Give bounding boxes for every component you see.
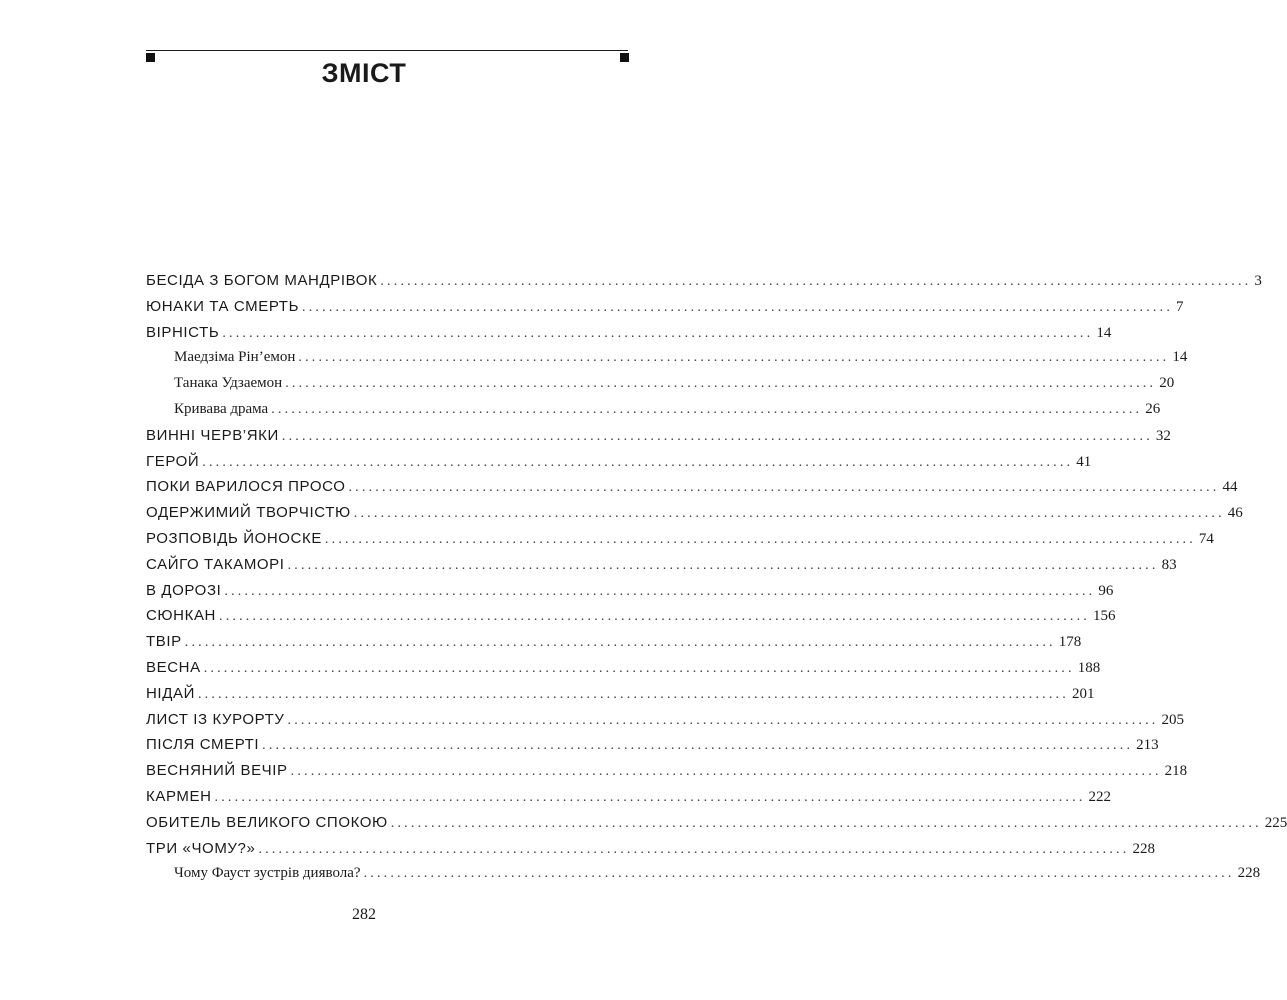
page-number: 282 <box>352 906 376 923</box>
toc-entry-title: ОБИТЕЛЬ ВЕЛИКОГО СПОКОЮ <box>146 813 388 831</box>
toc-entry-title: В ДОРОЗІ <box>146 581 222 599</box>
toc-entry-page: 74 <box>1198 530 1214 547</box>
toc-entry-title: Танака Удзаемон <box>174 375 283 392</box>
toc-entry-page: 213 <box>1136 737 1159 754</box>
toc-entry-title: ТРИ «ЧОМУ?» <box>146 839 256 857</box>
toc-entry-page: 178 <box>1058 634 1082 651</box>
dot-leader: .................................................................................................................................. <box>290 764 1162 780</box>
dot-leader: .................................................................................................................................. <box>281 428 1153 444</box>
toc-entry <box>146 762 1188 788</box>
toc-entry <box>146 426 1171 453</box>
toc-entry-page: 26 <box>1145 400 1161 417</box>
dot-leader: .................................................................................................................................. <box>353 506 1225 522</box>
toc-entry-title: ЛИСТ ІЗ КУРОРТУ <box>146 710 285 728</box>
toc-entry <box>146 813 1287 840</box>
toc-entry <box>146 555 1177 582</box>
toc-entry-page: 228 <box>1132 840 1155 857</box>
dot-leader: .................................................................................................................................. <box>285 376 1157 392</box>
dot-leader: .................................................................................................................................. <box>219 609 1090 625</box>
dot-leader: .................................................................................................................................. <box>258 841 1130 857</box>
toc-entry-page: 44 <box>1222 479 1238 496</box>
dot-leader: .................................................................................................................................. <box>348 480 1220 496</box>
toc-entry-title: НІДАЙ <box>146 684 195 702</box>
toc-entry-page: 7 <box>1176 298 1184 315</box>
toc-entry <box>146 323 1112 350</box>
toc-subentry <box>146 349 1188 375</box>
toc-entry <box>146 684 1095 711</box>
toc-entry <box>146 736 1159 762</box>
toc-entry-page: 3 <box>1254 273 1262 289</box>
dot-leader: .................................................................................................................................. <box>302 299 1174 315</box>
dot-leader: .................................................................................................................................. <box>214 789 1086 805</box>
dot-leader: .................................................................................................................................. <box>363 866 1235 882</box>
toc-entry-page: 46 <box>1227 505 1243 522</box>
dot-leader: .................................................................................................................................. <box>224 583 1096 599</box>
toc-entry <box>146 297 1184 324</box>
header-rule <box>146 50 628 51</box>
toc-subentry <box>146 400 1161 427</box>
toc-entry <box>146 478 1238 504</box>
dot-leader: .................................................................................................................................. <box>184 635 1056 651</box>
toc-entry <box>146 633 1082 659</box>
toc-entry-title: ПІСЛЯ СМЕРТІ <box>146 736 260 754</box>
dot-leader: .................................................................................................................................. <box>324 531 1196 547</box>
toc-entry-title: ЮНАКИ ТА СМЕРТЬ <box>146 297 300 315</box>
table-of-contents <box>146 272 1287 891</box>
toc-entry-title: САЙГО ТАКАМОРІ <box>146 555 285 573</box>
toc-entry-title: РОЗПОВІДЬ ЙОНОСКЕ <box>146 529 322 547</box>
toc-entry <box>146 504 1243 530</box>
toc-entry <box>146 529 1214 556</box>
toc-entry-page: 41 <box>1076 453 1092 470</box>
toc-entry <box>146 710 1184 737</box>
page-title: ЗМІСТ <box>321 58 407 88</box>
toc-entry-title: СЮНКАН <box>146 607 216 625</box>
toc-entry-page: 20 <box>1159 375 1175 392</box>
dot-leader: .................................................................................................................................. <box>197 686 1069 702</box>
toc-entry <box>146 787 1112 814</box>
toc-entry <box>146 658 1101 685</box>
toc-entry-page: 201 <box>1071 685 1095 702</box>
toc-entry-page: 218 <box>1164 763 1188 780</box>
toc-subentry <box>146 865 1261 891</box>
dot-leader: .................................................................................................................................. <box>202 454 1074 470</box>
toc-entry-page: 14 <box>1172 349 1188 366</box>
toc-entry-title: ТВІР <box>146 633 182 651</box>
toc-entry <box>146 581 1114 608</box>
dot-leader: .................................................................................................................................. <box>262 738 1134 754</box>
toc-entry-title: ГЕРОЙ <box>146 452 200 470</box>
toc-entry-page: 156 <box>1093 608 1116 625</box>
toc-entry-page: 14 <box>1096 324 1112 341</box>
toc-entry-page: 83 <box>1161 556 1177 573</box>
toc-entry-title: ВИННІ ЧЕРВ’ЯКИ <box>146 426 279 444</box>
toc-entry-title: КАРМЕН <box>146 787 212 805</box>
dot-leader: .................................................................................................................................. <box>287 712 1159 728</box>
toc-entry-page: 222 <box>1088 788 1112 805</box>
dot-leader: .................................................................................................................................. <box>380 274 1252 289</box>
dot-leader: .................................................................................................................................. <box>390 815 1262 831</box>
toc-entry <box>146 839 1155 866</box>
toc-entry-title: ВЕСНА <box>146 658 201 676</box>
toc-entry-title: Чому Фауст зустрів диявола? <box>174 865 361 882</box>
toc-entry-page: 32 <box>1155 427 1171 444</box>
toc-entry <box>146 607 1116 633</box>
toc-entry-title: ПОКИ ВАРИЛОСЯ ПРОСО <box>146 478 346 496</box>
toc-entry-page: 228 <box>1237 865 1261 882</box>
toc-entry <box>146 272 1262 298</box>
dot-leader: .................................................................................................................................. <box>287 557 1159 573</box>
toc-entry-page: 188 <box>1077 659 1101 676</box>
toc-entry-page: 96 <box>1098 582 1114 599</box>
toc-entry <box>146 452 1092 479</box>
toc-entry-title: ВЕСНЯНИЙ ВЕЧІР <box>146 762 288 780</box>
dot-leader: .................................................................................................................................. <box>203 660 1075 676</box>
toc-entry-title: Маедзіма Рін’емон <box>174 349 296 366</box>
dot-leader: .................................................................................................................................. <box>271 401 1143 417</box>
toc-entry-title: Кривава драма <box>174 400 269 417</box>
toc-entry-title: ВІРНІСТЬ <box>146 323 220 341</box>
toc-entry-title: ОДЕРЖИМИЙ ТВОРЧІСТЮ <box>146 504 351 522</box>
dot-leader: .................................................................................................................................. <box>298 350 1170 366</box>
toc-entry-page: 205 <box>1161 711 1184 728</box>
dot-leader: .................................................................................................................................. <box>222 325 1094 341</box>
toc-subentry <box>146 375 1175 401</box>
toc-entry-title: БЕСІДА З БОГОМ МАНДРІВОК <box>146 272 378 289</box>
toc-entry-page: 225 <box>1264 814 1287 831</box>
